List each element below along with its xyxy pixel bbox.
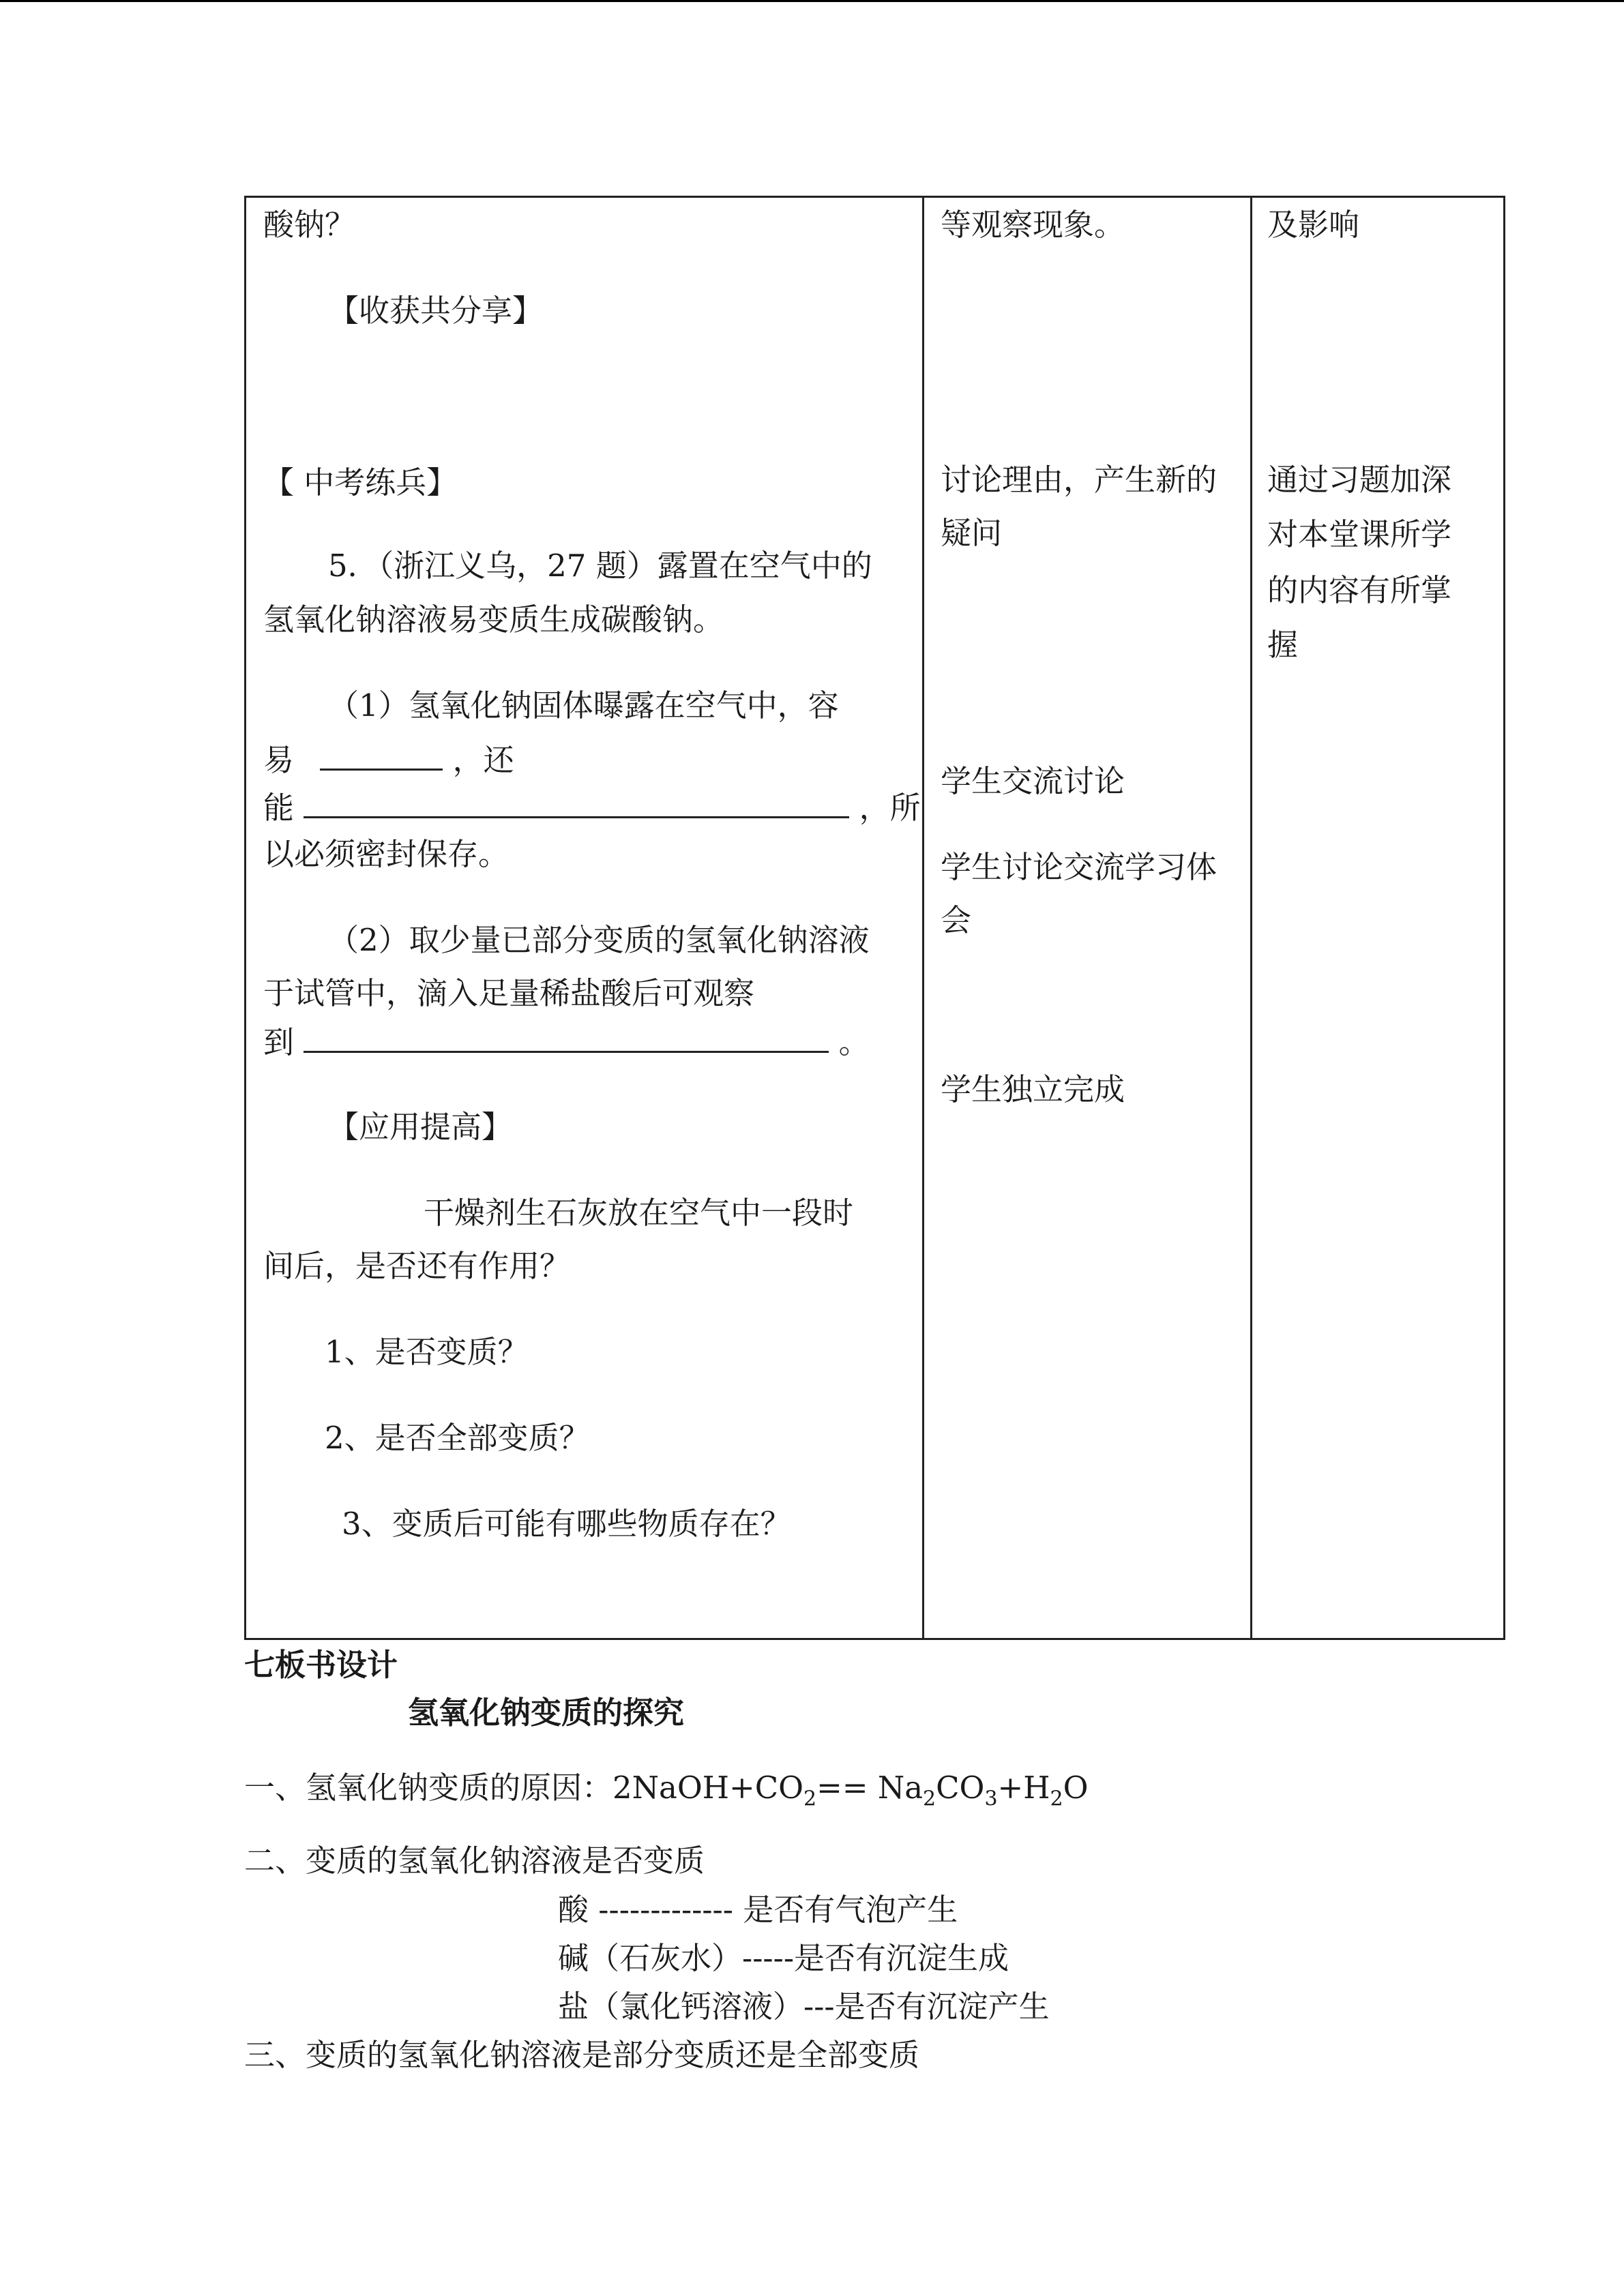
text-line: 酸钠？	[263, 207, 356, 243]
board-item-1	[244, 1768, 1089, 1811]
text-fragment: ，还	[452, 742, 514, 778]
text-line: 对本堂课所学	[1267, 516, 1452, 552]
question-5-line-2: 氢氧化钠溶液易变质生成碳酸钠。	[263, 601, 724, 638]
eq-part: 2NaOH+CO	[612, 1770, 804, 1806]
section-heading-harvest: 【收获共分享】	[328, 293, 544, 329]
answer-blank[interactable]	[304, 786, 849, 818]
sub-question-2: 2、是否全部变质？	[325, 1420, 590, 1456]
board-title: 氢氧化钠变质的探究	[408, 1695, 685, 1731]
question-5-part-1-line-4: 以必须密封保存。	[263, 836, 510, 872]
board-sub-base: 碱（石灰水）-----是否有沉淀生成	[558, 1940, 1009, 1976]
board-design-heading: 七板书设计	[244, 1647, 398, 1683]
eq-subscript: 2	[1050, 1787, 1063, 1811]
text-line: 握	[1267, 627, 1299, 663]
question-5-line-1: 5．（浙江义乌，27 题）露置在空气中的	[328, 548, 872, 584]
lesson-plan-table	[244, 196, 1505, 1640]
board-sub-acid: 酸 ------------- 是否有气泡产生	[558, 1892, 958, 1928]
text-fragment: ，所	[859, 790, 921, 826]
text-line: 学生讨论交流学习体	[941, 849, 1217, 885]
eq-subscript: 3	[984, 1787, 998, 1811]
application-question-line-1: 干燥剂生石灰放在空气中一段时	[424, 1195, 854, 1231]
eq-part: CO	[936, 1770, 985, 1806]
student-activity-cell	[924, 197, 1252, 1639]
section-heading-exam-practice: 【 中考练兵】	[263, 464, 458, 501]
text-line: 及影响	[1267, 207, 1360, 243]
text-fragment: 。	[838, 1024, 870, 1060]
text-line: 疑问	[941, 515, 1003, 551]
text-line: 的内容有所掌	[1267, 572, 1452, 608]
question-5-part-1-line-1: （1）氢氧化钠固体曝露在空气中，容	[328, 687, 839, 724]
question-5-part-2-line-1: （2）取少量已部分变质的氢氧化钠溶液	[328, 922, 870, 958]
answer-blank[interactable]	[304, 1021, 829, 1053]
eq-subscript: 2	[803, 1787, 817, 1811]
text-fragment: 易	[263, 742, 295, 778]
question-5-part-2-line-3	[263, 1021, 870, 1063]
eq-subscript: 2	[923, 1787, 936, 1811]
board-sub-salt: 盐（氯化钙溶液）---是否有沉淀产生	[558, 1988, 1050, 2025]
text-line: 等观察现象。	[941, 207, 1125, 243]
text-line: 学生交流讨论	[941, 763, 1125, 799]
sub-question-1: 1、是否变质？	[325, 1334, 529, 1370]
question-5-part-1-line-3	[263, 786, 921, 829]
text-line: 学生独立完成	[941, 1071, 1125, 1107]
text-line: 会	[941, 902, 972, 938]
question-5-part-2-line-2: 于试管中，滴入足量稀盐酸后可观察	[263, 975, 755, 1011]
question-5-part-1-line-2	[263, 739, 514, 781]
page-top-border	[0, 0, 1624, 2]
text-fragment: 到	[263, 1024, 295, 1060]
design-intent-cell	[1252, 197, 1505, 1639]
board-item-2: 二、变质的氢氧化钠溶液是否变质	[244, 1843, 705, 1879]
eq-part: O	[1063, 1770, 1089, 1806]
section-heading-application: 【应用提高】	[328, 1109, 513, 1145]
board-item-1-label: 一、氢氧化钠变质的原因：	[244, 1770, 613, 1806]
eq-part: == Na	[816, 1770, 924, 1806]
text-fragment: 能	[263, 790, 295, 826]
sub-question-3: 3、变质后可能有哪些物质存在？	[342, 1506, 791, 1542]
application-question-line-2: 间后，是否还有作用？	[263, 1248, 571, 1284]
chemical-equation	[612, 1770, 1089, 1811]
eq-part: +H	[997, 1770, 1050, 1806]
text-line: 讨论理由，产生新的	[941, 462, 1217, 498]
table-row	[246, 197, 1505, 1639]
text-line: 通过习题加深	[1267, 462, 1452, 498]
board-item-3: 三、变质的氢氧化钠溶液是部分变质还是全部变质	[244, 2037, 920, 2073]
answer-blank[interactable]	[320, 739, 443, 771]
teaching-content-cell	[246, 197, 924, 1639]
